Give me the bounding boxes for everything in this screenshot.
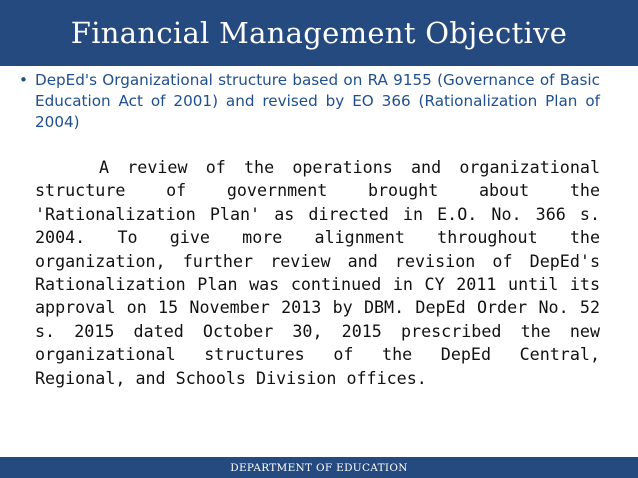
slide-title: Financial Management Objective — [70, 16, 568, 50]
title-banner — [0, 0, 638, 66]
bullet-marker: • — [19, 71, 28, 89]
bullet-text: DepEd's Organizational structure based on RA 9155 (Governance of Basic Education Act of 2001) and revised by EO 366 (Rationalization Plan of 2004) — [35, 71, 600, 131]
bullet-item — [19, 70, 600, 133]
footer-text: DEPARTMENT OF EDUCATION — [230, 461, 408, 474]
body-paragraph: A review of the operations and organizational structure of government brought about the 'Rationalization Plan' as directed in E.O. No. 366 s. 2004. To give more alignment throughout the organization, further review and revision of DepEd's Rationalization Plan was continued in CY 2011 until its approval on 15 November 2013 by DBM. DepEd Order No. 52 s. 2015 dated October 30, 2015 prescribed the new organizational structures of the DepEd Central, Regional, and Schools Division offices. — [35, 157, 600, 388]
footer-banner — [0, 457, 638, 478]
